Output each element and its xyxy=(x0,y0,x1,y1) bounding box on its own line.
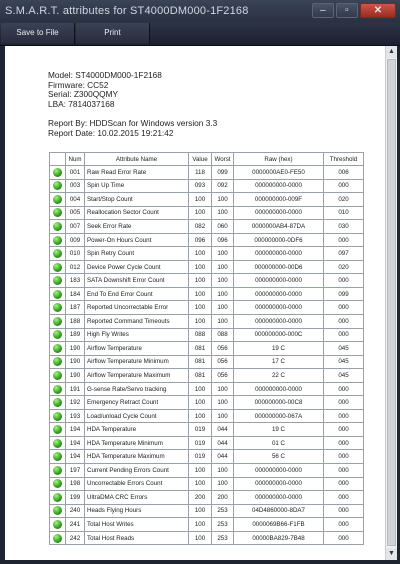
cell-threshold: 000 xyxy=(324,531,364,545)
table-row xyxy=(50,477,364,491)
scroll-up-arrow-icon[interactable]: ▲ xyxy=(386,46,397,58)
status-cell xyxy=(50,166,66,180)
status-cell xyxy=(50,518,66,532)
cell-num: 194 xyxy=(66,423,85,437)
table-row xyxy=(50,206,364,220)
toolbar xyxy=(0,22,400,46)
cell-threshold: 000 xyxy=(324,409,364,423)
status-cell xyxy=(50,491,66,505)
cell-num: 189 xyxy=(66,328,85,342)
report-by-label: Report By: HDDScan for Windows version 3.3 xyxy=(48,117,218,128)
cell-worst: 100 xyxy=(212,206,234,220)
status-ok-icon xyxy=(53,425,62,434)
cell-worst: 056 xyxy=(212,355,234,369)
table-row xyxy=(50,355,364,369)
cell-num: 007 xyxy=(66,220,85,234)
table-row xyxy=(50,382,364,396)
table-row xyxy=(50,491,364,505)
cell-attribute-name: End To End Error Count xyxy=(85,287,189,301)
cell-num: 198 xyxy=(66,477,85,491)
table-row xyxy=(50,450,364,464)
cell-raw-hex: 000000000-0000 xyxy=(234,382,324,396)
cell-value: 081 xyxy=(189,342,212,356)
table-header-row xyxy=(50,153,364,166)
status-ok-icon xyxy=(53,439,62,448)
cell-worst: 096 xyxy=(212,233,234,247)
cell-threshold: 097 xyxy=(324,247,364,261)
cell-threshold: 000 xyxy=(324,396,364,410)
cell-value: 100 xyxy=(189,396,212,410)
smart-attributes-table xyxy=(49,152,364,545)
header-raw-hex: Raw (hex) xyxy=(234,153,324,166)
cell-num: 190 xyxy=(66,342,85,356)
cell-worst: 100 xyxy=(212,382,234,396)
cell-threshold: 010 xyxy=(324,206,364,220)
cell-worst: 100 xyxy=(212,260,234,274)
cell-raw-hex: 000000000-0000 xyxy=(234,491,324,505)
table-row xyxy=(50,274,364,288)
header-attribute-name: Attribute Name xyxy=(85,153,189,166)
cell-raw-hex: 000000000-0000 xyxy=(234,206,324,220)
cell-worst: 060 xyxy=(212,220,234,234)
status-cell xyxy=(50,260,66,274)
cell-attribute-name: Airflow Temperature Minimum xyxy=(85,355,189,369)
cell-worst: 100 xyxy=(212,301,234,315)
cell-num: 001 xyxy=(66,166,85,180)
cell-raw-hex: 01 C xyxy=(234,436,324,450)
cell-attribute-name: Airflow Temperature xyxy=(85,342,189,356)
status-cell xyxy=(50,531,66,545)
cell-raw-hex: 56 C xyxy=(234,450,324,464)
status-cell xyxy=(50,301,66,315)
cell-worst: 200 xyxy=(212,491,234,505)
cell-worst: 100 xyxy=(212,274,234,288)
cell-worst: 253 xyxy=(212,531,234,545)
cell-value: 082 xyxy=(189,220,212,234)
report-frame xyxy=(5,46,397,560)
cell-worst: 100 xyxy=(212,193,234,207)
status-ok-icon xyxy=(53,520,62,529)
cell-threshold: 030 xyxy=(324,220,364,234)
cell-raw-hex: 000000000-009F xyxy=(234,193,324,207)
minimize-button[interactable]: – xyxy=(312,3,334,18)
cell-raw-hex: 000000000-0000 xyxy=(234,315,324,329)
cell-worst: 044 xyxy=(212,436,234,450)
cell-value: 019 xyxy=(189,423,212,437)
table-body xyxy=(50,166,364,545)
status-cell xyxy=(50,206,66,220)
status-ok-icon xyxy=(53,506,62,515)
cell-value: 100 xyxy=(189,301,212,315)
cell-raw-hex: 000000000-0000 xyxy=(234,287,324,301)
cell-value: 081 xyxy=(189,355,212,369)
table-row xyxy=(50,369,364,383)
cell-threshold: 000 xyxy=(324,301,364,315)
status-ok-icon xyxy=(53,466,62,475)
cell-threshold: 000 xyxy=(324,328,364,342)
cell-attribute-name: Raw Read Error Rate xyxy=(85,166,189,180)
cell-attribute-name: Reallocation Sector Count xyxy=(85,206,189,220)
cell-value: 100 xyxy=(189,274,212,288)
header-num: Num xyxy=(66,153,85,166)
table-row xyxy=(50,179,364,193)
cell-raw-hex: 000000000-0000 xyxy=(234,301,324,315)
cell-num: 194 xyxy=(66,450,85,464)
cell-num: 010 xyxy=(66,247,85,261)
status-cell xyxy=(50,382,66,396)
cell-value: 019 xyxy=(189,450,212,464)
cell-attribute-name: Airflow Temperature Maximum xyxy=(85,369,189,383)
cell-attribute-name: Current Pending Errors Count xyxy=(85,464,189,478)
cell-num: 184 xyxy=(66,287,85,301)
status-cell xyxy=(50,287,66,301)
cell-attribute-name: Spin Up Time xyxy=(85,179,189,193)
cell-threshold: 000 xyxy=(324,233,364,247)
status-ok-icon xyxy=(53,276,62,285)
cell-value: 100 xyxy=(189,464,212,478)
status-cell xyxy=(50,504,66,518)
cell-num: 240 xyxy=(66,504,85,518)
cell-threshold: 020 xyxy=(324,260,364,274)
cell-attribute-name: Power-On Hours Count xyxy=(85,233,189,247)
header-value: Value xyxy=(189,153,212,166)
cell-num: 241 xyxy=(66,518,85,532)
cell-raw-hex: 17 C xyxy=(234,355,324,369)
table-row xyxy=(50,287,364,301)
cell-threshold: 099 xyxy=(324,287,364,301)
cell-num: 004 xyxy=(66,193,85,207)
cell-worst: 044 xyxy=(212,423,234,437)
cell-threshold: 000 xyxy=(324,423,364,437)
cell-value: 200 xyxy=(189,491,212,505)
cell-num: 193 xyxy=(66,409,85,423)
cell-num: 190 xyxy=(66,369,85,383)
serial-label: Serial: Z300QQMY xyxy=(48,89,119,100)
cell-threshold: 000 xyxy=(324,464,364,478)
cell-value: 100 xyxy=(189,409,212,423)
cell-threshold: 000 xyxy=(324,274,364,288)
scroll-down-arrow-icon[interactable]: ▼ xyxy=(386,548,397,560)
cell-attribute-name: Reported Uncorrectable Error xyxy=(85,301,189,315)
window-title: S.M.A.R.T. attributes for ST4000DM000-1F2168 xyxy=(5,5,249,17)
cell-raw-hex: 000000000-0000 xyxy=(234,464,324,478)
cell-worst: 100 xyxy=(212,247,234,261)
status-ok-icon xyxy=(53,452,62,461)
cell-raw-hex: 0000000AE0-FE50 xyxy=(234,166,324,180)
table-row xyxy=(50,342,364,356)
cell-attribute-name: G-sense Rate/Servo tracking xyxy=(85,382,189,396)
cell-value: 093 xyxy=(189,179,212,193)
cell-threshold: 000 xyxy=(324,491,364,505)
cell-raw-hex: 000000000-0000 xyxy=(234,274,324,288)
status-cell xyxy=(50,342,66,356)
status-ok-icon xyxy=(53,385,62,394)
cell-worst: 100 xyxy=(212,287,234,301)
cell-value: 081 xyxy=(189,369,212,383)
cell-attribute-name: High Fly Writes xyxy=(85,328,189,342)
cell-raw-hex: 000000000-00C8 xyxy=(234,396,324,410)
drive-info xyxy=(48,71,217,138)
status-ok-icon xyxy=(53,398,62,407)
cell-attribute-name: UltraDMA CRC Errors xyxy=(85,491,189,505)
header-status xyxy=(50,153,66,166)
cell-threshold: 000 xyxy=(324,504,364,518)
cell-raw-hex: 0000000AB4-87DA xyxy=(234,220,324,234)
cell-raw-hex: 000000000-067A xyxy=(234,409,324,423)
cell-num: 191 xyxy=(66,382,85,396)
cell-num: 012 xyxy=(66,260,85,274)
vertical-scrollbar[interactable] xyxy=(385,46,397,560)
close-button[interactable]: ✕ xyxy=(360,3,396,18)
cell-attribute-name: Heads Flying Hours xyxy=(85,504,189,518)
status-ok-icon xyxy=(53,263,62,272)
table-row xyxy=(50,504,364,518)
header-worst: Worst xyxy=(212,153,234,166)
status-ok-icon xyxy=(53,290,62,299)
cell-threshold: 045 xyxy=(324,369,364,383)
report-date-label: Report Date: 10.02.2015 19:21:42 xyxy=(48,127,174,138)
table-row xyxy=(50,220,364,234)
table-row xyxy=(50,193,364,207)
cell-num: 194 xyxy=(66,436,85,450)
header-threshold: Threshold xyxy=(324,153,364,166)
status-cell xyxy=(50,247,66,261)
cell-attribute-name: Total Host Reads xyxy=(85,531,189,545)
cell-value: 088 xyxy=(189,328,212,342)
cell-value: 019 xyxy=(189,436,212,450)
save-to-file-button[interactable]: Save to File xyxy=(1,23,75,44)
cell-raw-hex: 00000BA829-7B48 xyxy=(234,531,324,545)
print-button[interactable]: Print xyxy=(76,23,150,44)
status-ok-icon xyxy=(53,249,62,258)
status-ok-icon xyxy=(53,479,62,488)
status-ok-icon xyxy=(53,344,62,353)
cell-worst: 253 xyxy=(212,504,234,518)
cell-attribute-name: Seek Error Rate xyxy=(85,220,189,234)
cell-attribute-name: Uncorrectable Errors Count xyxy=(85,477,189,491)
cell-num: 188 xyxy=(66,315,85,329)
report-content xyxy=(5,46,385,560)
cell-attribute-name: Start/Stop Count xyxy=(85,193,189,207)
cell-attribute-name: Load/unload Cycle Count xyxy=(85,409,189,423)
status-cell xyxy=(50,477,66,491)
status-cell xyxy=(50,396,66,410)
cell-num: 009 xyxy=(66,233,85,247)
cell-raw-hex: 000000000-0000 xyxy=(234,477,324,491)
status-cell xyxy=(50,355,66,369)
cell-worst: 100 xyxy=(212,409,234,423)
cell-value: 100 xyxy=(189,206,212,220)
status-cell xyxy=(50,274,66,288)
cell-num: 003 xyxy=(66,179,85,193)
cell-worst: 044 xyxy=(212,450,234,464)
cell-raw-hex: 19 C xyxy=(234,423,324,437)
window-controls xyxy=(312,3,396,19)
cell-worst: 092 xyxy=(212,179,234,193)
cell-value: 100 xyxy=(189,315,212,329)
table-row xyxy=(50,233,364,247)
cell-worst: 088 xyxy=(212,328,234,342)
cell-attribute-name: HDA Temperature Minimum xyxy=(85,436,189,450)
cell-threshold: 045 xyxy=(324,355,364,369)
status-cell xyxy=(50,179,66,193)
status-ok-icon xyxy=(53,181,62,190)
cell-raw-hex: 000000000-0DF6 xyxy=(234,233,324,247)
title-bar xyxy=(0,0,400,22)
cell-attribute-name: HDA Temperature Maximum xyxy=(85,450,189,464)
cell-value: 118 xyxy=(189,166,212,180)
cell-raw-hex: 19 C xyxy=(234,342,324,356)
table-row xyxy=(50,166,364,180)
status-cell xyxy=(50,315,66,329)
cell-num: 242 xyxy=(66,531,85,545)
cell-attribute-name: Device Power Cycle Count xyxy=(85,260,189,274)
status-cell xyxy=(50,423,66,437)
status-ok-icon xyxy=(53,208,62,217)
status-ok-icon xyxy=(53,195,62,204)
cell-attribute-name: HDA Temperature xyxy=(85,423,189,437)
table-row xyxy=(50,518,364,532)
cell-attribute-name: Total Host Writes xyxy=(85,518,189,532)
status-cell xyxy=(50,436,66,450)
cell-worst: 100 xyxy=(212,396,234,410)
cell-worst: 099 xyxy=(212,166,234,180)
maximize-button[interactable]: ▫ xyxy=(336,3,358,18)
cell-raw-hex: 22 C xyxy=(234,369,324,383)
cell-raw-hex: 000000000-0000 xyxy=(234,179,324,193)
table-row xyxy=(50,396,364,410)
cell-num: 197 xyxy=(66,464,85,478)
status-cell xyxy=(50,233,66,247)
cell-worst: 100 xyxy=(212,477,234,491)
status-ok-icon xyxy=(53,330,62,339)
cell-attribute-name: SATA Downshift Error Count xyxy=(85,274,189,288)
cell-value: 100 xyxy=(189,518,212,532)
cell-num: 199 xyxy=(66,491,85,505)
cell-value: 100 xyxy=(189,193,212,207)
cell-value: 100 xyxy=(189,504,212,518)
table-row xyxy=(50,328,364,342)
status-ok-icon xyxy=(53,534,62,543)
cell-num: 005 xyxy=(66,206,85,220)
firmware-label: Firmware: CC52 xyxy=(48,79,109,90)
table-row xyxy=(50,247,364,261)
status-cell xyxy=(50,220,66,234)
cell-num: 183 xyxy=(66,274,85,288)
lba-label: LBA: 7814037168 xyxy=(48,98,115,109)
table-row xyxy=(50,531,364,545)
table-row xyxy=(50,436,364,450)
status-ok-icon xyxy=(53,317,62,326)
cell-attribute-name: Emergency Retract Count xyxy=(85,396,189,410)
status-ok-icon xyxy=(53,222,62,231)
cell-attribute-name: Reported Command Timeouts xyxy=(85,315,189,329)
status-cell xyxy=(50,369,66,383)
cell-threshold: 000 xyxy=(324,315,364,329)
cell-value: 100 xyxy=(189,287,212,301)
cell-value: 100 xyxy=(189,382,212,396)
cell-threshold: 000 xyxy=(324,450,364,464)
cell-threshold: 000 xyxy=(324,382,364,396)
cell-threshold: 000 xyxy=(324,518,364,532)
status-ok-icon xyxy=(53,236,62,245)
cell-threshold: 000 xyxy=(324,436,364,450)
status-cell xyxy=(50,193,66,207)
table-row xyxy=(50,423,364,437)
status-ok-icon xyxy=(53,168,62,177)
table-row xyxy=(50,409,364,423)
cell-value: 096 xyxy=(189,233,212,247)
table-row xyxy=(50,301,364,315)
status-ok-icon xyxy=(53,412,62,421)
cell-raw-hex: 0000069B66-F1FB xyxy=(234,518,324,532)
cell-raw-hex: 000000000-00D6 xyxy=(234,260,324,274)
cell-worst: 100 xyxy=(212,315,234,329)
model-label: Model: ST4000DM000-1F2168 xyxy=(48,70,162,80)
cell-threshold: 020 xyxy=(324,193,364,207)
cell-worst: 100 xyxy=(212,464,234,478)
cell-raw-hex: 04D4860000-8DA7 xyxy=(234,504,324,518)
cell-num: 192 xyxy=(66,396,85,410)
status-cell xyxy=(50,328,66,342)
scrollbar-thumb[interactable] xyxy=(387,59,396,546)
cell-worst: 056 xyxy=(212,369,234,383)
cell-value: 100 xyxy=(189,531,212,545)
table-row xyxy=(50,260,364,274)
cell-num: 190 xyxy=(66,355,85,369)
cell-threshold: 006 xyxy=(324,166,364,180)
table-row xyxy=(50,464,364,478)
cell-value: 100 xyxy=(189,477,212,491)
cell-value: 100 xyxy=(189,260,212,274)
cell-threshold: 045 xyxy=(324,342,364,356)
status-ok-icon xyxy=(53,357,62,366)
status-cell xyxy=(50,464,66,478)
status-ok-icon xyxy=(53,493,62,502)
status-ok-icon xyxy=(53,303,62,312)
cell-value: 100 xyxy=(189,247,212,261)
cell-threshold: 000 xyxy=(324,477,364,491)
cell-worst: 253 xyxy=(212,518,234,532)
status-ok-icon xyxy=(53,371,62,380)
cell-raw-hex: 000000000-0000 xyxy=(234,247,324,261)
status-cell xyxy=(50,409,66,423)
cell-num: 187 xyxy=(66,301,85,315)
status-cell xyxy=(50,450,66,464)
cell-raw-hex: 000000000-000C xyxy=(234,328,324,342)
table-row xyxy=(50,315,364,329)
cell-worst: 056 xyxy=(212,342,234,356)
cell-threshold: 000 xyxy=(324,179,364,193)
cell-attribute-name: Spin Retry Count xyxy=(85,247,189,261)
